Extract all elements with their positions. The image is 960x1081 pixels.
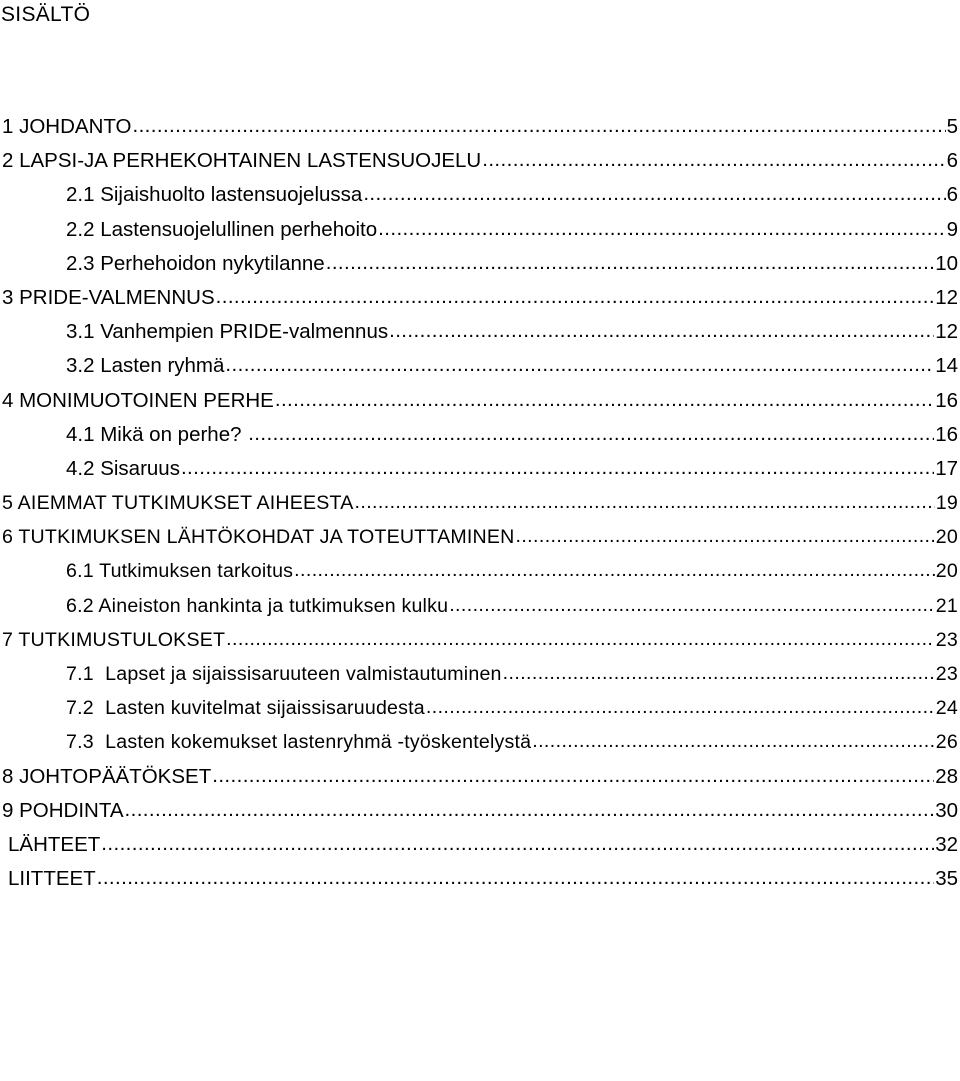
toc-entry[interactable] xyxy=(0,283,960,317)
toc-entry-page: 23 xyxy=(935,628,958,651)
toc-subentry[interactable] xyxy=(0,215,960,249)
toc-entry-title: 6 TUTKIMUKSEN LÄHTÖKOHDAT JA TOTEUTTAMINEN xyxy=(2,526,515,549)
toc-entry-title: 3 PRIDE-VALMENNUS xyxy=(2,285,215,309)
toc-entry-page: 20 xyxy=(935,526,958,549)
toc-dot-leader xyxy=(503,658,935,688)
toc-subentry[interactable] xyxy=(0,420,960,454)
toc-entry-title: 7 TUTKIMUSTULOKSET xyxy=(2,628,226,651)
toc-entry-page: 12 xyxy=(935,285,958,309)
toc-entry[interactable] xyxy=(0,830,960,864)
toc-dot-leader xyxy=(216,282,935,312)
toc-dot-leader xyxy=(275,385,934,415)
toc-entry-page: 6 xyxy=(946,183,958,207)
toc-subentry[interactable] xyxy=(0,693,960,727)
toc-entry[interactable] xyxy=(0,522,960,556)
toc-dot-leader xyxy=(294,555,935,585)
toc-entry-page: 35 xyxy=(935,867,958,891)
toc-entry-title: 6.1 Tutkimuksen tarkoitus xyxy=(66,560,294,583)
toc-entry-page: 14 xyxy=(935,354,958,378)
toc-dot-leader xyxy=(225,350,934,380)
toc-entry-page: 30 xyxy=(935,798,958,822)
toc-entry-title: LIITTEET xyxy=(8,867,96,891)
toc-subentry[interactable] xyxy=(0,727,960,761)
toc-dot-leader xyxy=(101,829,934,859)
toc-entry-page: 9 xyxy=(946,217,958,241)
toc-entry-title: 6.2 Aineiston hankinta ja tutkimuksen kulku xyxy=(66,594,449,617)
toc-entry-title: 7.1 Lapset ja sijaissisaruuteen valmistautuminen xyxy=(66,663,502,685)
toc-entry[interactable] xyxy=(0,488,960,522)
toc-entry-title: 2.3 Perhehoidon nykytilanne xyxy=(66,251,325,275)
toc-dot-leader xyxy=(389,316,934,346)
toc-dot-leader xyxy=(532,726,935,756)
toc-dot-leader xyxy=(326,248,934,278)
toc-entry-page: 23 xyxy=(935,663,958,685)
toc-entry-page: 32 xyxy=(935,832,958,856)
toc-entry[interactable] xyxy=(0,146,960,180)
toc-entry[interactable] xyxy=(0,864,960,898)
toc-entry-page: 17 xyxy=(935,456,958,480)
toc-dot-leader xyxy=(226,624,935,654)
toc-entry[interactable] xyxy=(0,112,960,146)
toc-entry-page: 21 xyxy=(935,594,958,617)
toc-entry-page: 20 xyxy=(935,560,958,583)
toc-entry-title: 3.1 Vanhempien PRIDE-valmennus xyxy=(66,320,389,344)
toc-entry-title: 5 AIEMMAT TUTKIMUKSET AIHEESTA xyxy=(2,492,354,515)
toc-entry-page: 24 xyxy=(935,697,958,720)
toc-entry-title: 4 MONIMUOTOINEN PERHE xyxy=(2,388,274,412)
toc-entry-title: 9 POHDINTA xyxy=(2,798,124,822)
toc-dot-leader xyxy=(125,795,935,825)
toc-entry-page: 12 xyxy=(935,320,958,344)
toc-dot-leader xyxy=(97,863,934,893)
toc-entry-page: 10 xyxy=(935,251,958,275)
toc-entry-title: 2 LAPSI-JA PERHEKOHTAINEN LASTENSUOJELU xyxy=(2,149,482,173)
toc-entry[interactable] xyxy=(0,762,960,796)
toc-subentry[interactable] xyxy=(0,249,960,283)
toc-subentry[interactable] xyxy=(0,659,960,693)
toc-entry-title: 3.2 Lasten ryhmä xyxy=(66,354,225,378)
toc-dot-leader xyxy=(248,419,934,449)
toc-entry-page: 16 xyxy=(935,388,958,412)
toc-entry-title: 1 JOHDANTO xyxy=(2,115,132,138)
toc-entry-page: 16 xyxy=(935,422,958,446)
toc-entry-title: 7.3 Lasten kokemukset lastenryhmä -työskentelystä xyxy=(66,731,532,754)
table-of-contents xyxy=(0,112,960,898)
toc-entry-page: 6 xyxy=(946,149,958,173)
toc-entry-title: 2.2 Lastensuojelullinen perhehoito xyxy=(66,217,378,241)
toc-dot-leader xyxy=(515,521,934,551)
toc-dot-leader xyxy=(132,111,945,141)
toc-dot-leader xyxy=(449,590,935,620)
toc-heading: SISÄLTÖ xyxy=(1,3,91,26)
toc-subentry[interactable] xyxy=(0,180,960,214)
toc-dot-leader xyxy=(363,179,945,209)
toc-subentry[interactable] xyxy=(0,454,960,488)
toc-entry-title: LÄHTEET xyxy=(8,832,101,856)
toc-subentry[interactable] xyxy=(0,556,960,590)
toc-entry[interactable] xyxy=(0,796,960,830)
toc-subentry[interactable] xyxy=(0,591,960,625)
toc-dot-leader xyxy=(355,487,935,517)
toc-entry[interactable] xyxy=(0,625,960,659)
toc-entry-title: 7.2 Lasten kuvitelmat sijaissisaruudesta xyxy=(66,697,425,720)
toc-entry-page: 19 xyxy=(935,492,958,515)
toc-entry-title: 2.1 Sijaishuolto lastensuojelussa xyxy=(66,183,363,207)
toc-entry-title: 8 JOHTOPÄÄTÖKSET xyxy=(2,764,212,788)
toc-entry-title: 4.2 Sisaruus xyxy=(66,456,180,480)
toc-dot-leader xyxy=(181,453,934,483)
toc-dot-leader xyxy=(212,761,934,791)
toc-entry-title: 4.1 Mikä on perhe? xyxy=(66,422,248,446)
toc-dot-leader xyxy=(426,692,935,722)
toc-entry[interactable] xyxy=(0,386,960,420)
toc-entry-page: 5 xyxy=(946,115,958,138)
toc-subentry[interactable] xyxy=(0,351,960,385)
toc-dot-leader xyxy=(482,145,945,175)
toc-dot-leader xyxy=(378,214,945,244)
toc-entry-page: 26 xyxy=(935,731,958,754)
toc-entry-page: 28 xyxy=(935,764,958,788)
toc-subentry[interactable] xyxy=(0,317,960,351)
